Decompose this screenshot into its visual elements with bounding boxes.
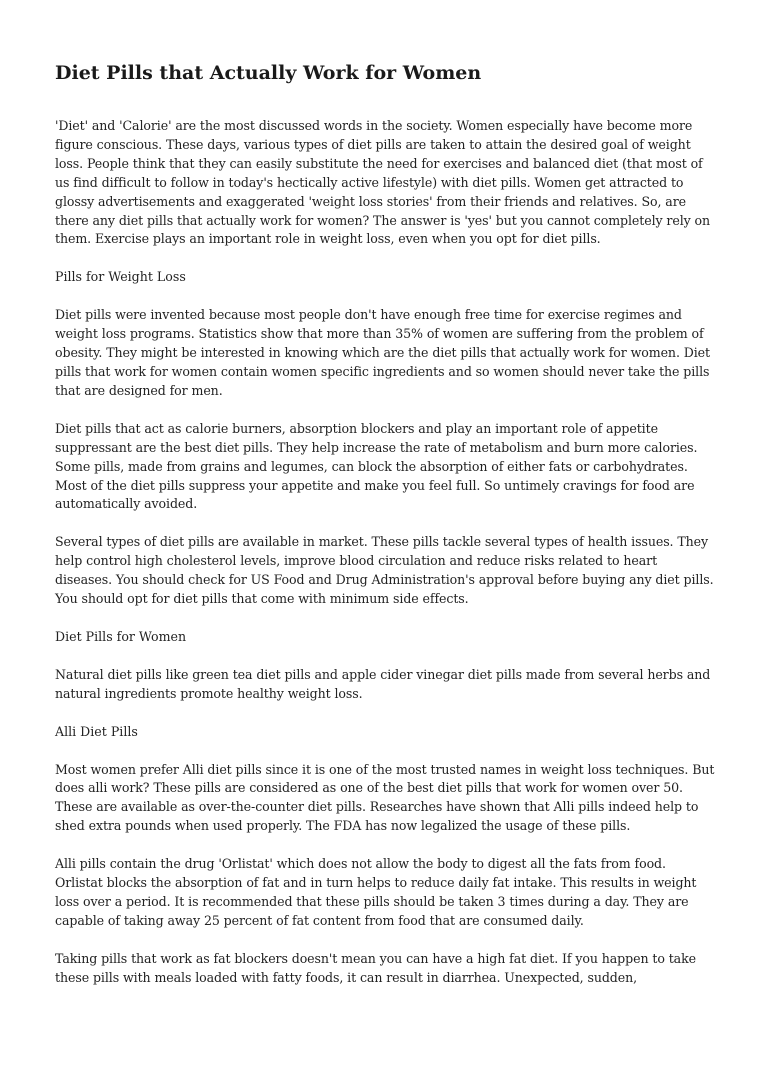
- paragraph: Alli pills contain the drug 'Orlistat' which does not allow the body to digest all the fats from food. Orlistat blocks the absorption of fat and in turn helps to reduce daily fat intake. This results in weight loss over a period. It is recommended that these pills should be taken 3 times during a day. They are capable of taking away 25 percent of fat content from food that are consumed daily.: [55, 856, 697, 928]
- paragraph: Most women prefer Alli diet pills since it is one of the most trusted names in weight loss techniques. But does alli work? These pills are considered as one of the best diet pills that work for women over 50. These are available as over-the-counter diet pills. Researches have shown that Alli pills indeed help to shed extra pounds when used properly. The FDA has now legalized the usage of these pills.: [55, 761, 715, 834]
- paragraph: Taking pills that work as fat blockers doesn't mean you can have a high fat diet. If you happen to take these pills with meals loaded with fatty foods, it can result in diarrhea. Unexpected, sudden,: [55, 950, 696, 985]
- paragraph-intro: 'Diet' and 'Calorie' are the most discussed words in the society. Women especially have become more figure conscious. These days, various types of diet pills are taken to attain the desired goal of weight loss. People think that they can easily substitute the need for exercises and balanced diet (that most of us find difficult to follow in today's hectically active lifestyle) with diet pills. Women get attracted to glossy advertisements and exaggerated 'weight loss stories' from their friends and relatives. So, are there any diet pills that actually work for women? The answer is 'yes' but you cannot completely rely on them. Exercise plays an important role in weight loss, even when you opt for diet pills.: [55, 118, 711, 247]
- paragraph: Diet pills were invented because most people don't have enough free time for exercise regimes and weight loss programs. Statistics show that more than 35% of women are suffering from the problem of obesity. They might be interested in knowing which are the diet pills that actually work for women. Diet pills that work for women contain women specific ingredients and so women should never take the pills that are designed for men.: [55, 307, 710, 398]
- paragraph: Natural diet pills like green tea diet pills and apple cider vinegar diet pills made from several herbs and natural ingredients promote healthy weight loss.: [55, 666, 711, 701]
- document-title: Diet Pills that Actually Work for Women: [55, 62, 482, 84]
- section-heading-alli-diet-pills: Alli Diet Pills: [55, 723, 138, 739]
- section-heading-diet-pills-for-women: Diet Pills for Women: [55, 628, 187, 644]
- document-page: [55, 60, 715, 1007]
- paragraph: Diet pills that act as calorie burners, absorption blockers and play an important role of appetite suppressant are the best diet pills. They help increase the rate of metabolism and burn more calories. Some pills, made from grains and legumes, can block the absorption of either fats or carbohydrates. Most of the diet pills suppress your appetite and make you feel full. So untimely cravings for food are automatically avoided.: [55, 420, 698, 512]
- section-heading-pills-for-weight-loss: Pills for Weight Loss: [55, 269, 186, 285]
- paragraph: Several types of diet pills are available in market. These pills tackle several types of health issues. They help control high cholesterol levels, improve blood circulation and reduce risks related to heart diseases. You should check for US Food and Drug Administration's approval before buying any diet pills. You should opt for diet pills that come with minimum side effects.: [55, 534, 714, 607]
